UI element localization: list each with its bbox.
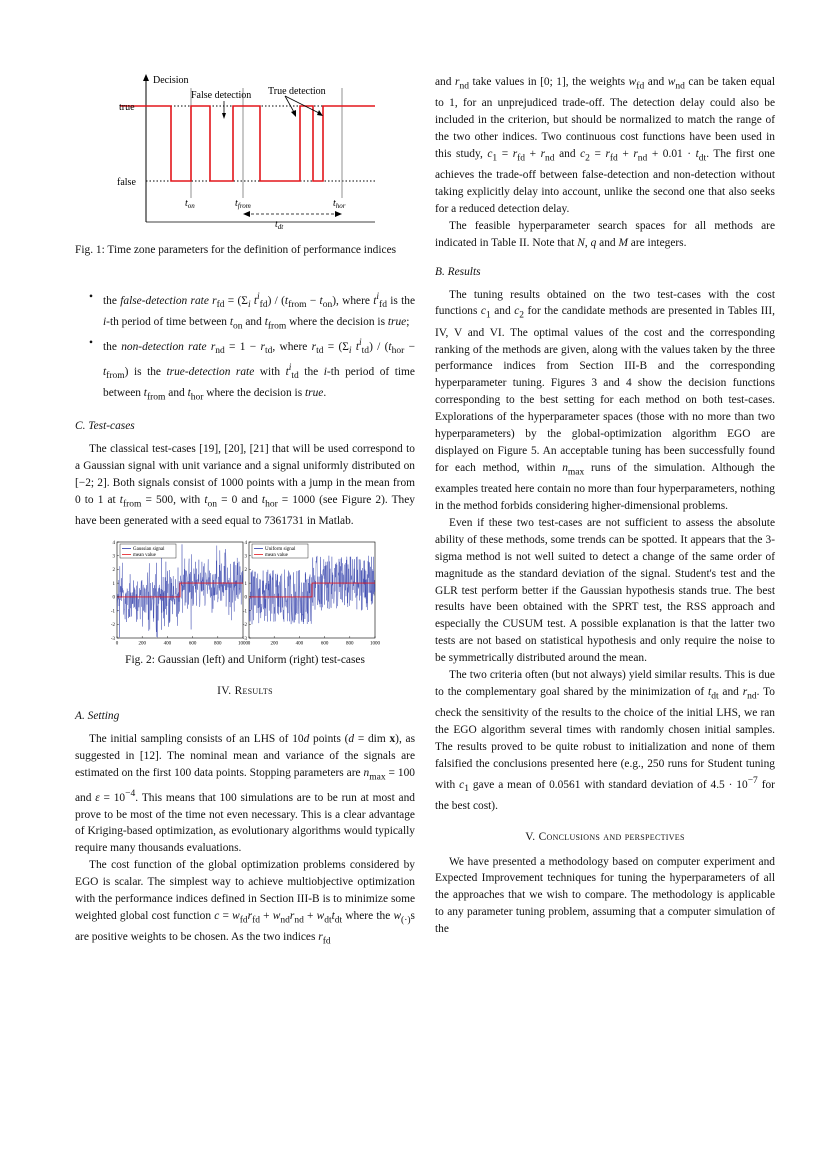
x-tick-label: 600 <box>188 641 197 647</box>
y-tick-label: 0 <box>112 595 115 601</box>
x-tick-label: 200 <box>138 641 146 647</box>
figure-2-test-cases-plots <box>75 538 415 646</box>
results-paragraph-3: The two criteria often (but not always) yield similar results. This is due to the complementary goal shared by the minimization of $t_{dt}$ and $r_{nd}$. To check the sensitivity of the results to the choice of the initial LHS, we ran the EGO algorithm several times with randomly chosen initial samples. The results proved to be quite robust to initialization and none of them falsified the conclusions presented here (e.g., 250 runs for Student tuning with $c_1$ gave a mean of 0.0561 with standard deviation of $4.5 \cdot 10^{-7}$ for the best cost). <box>435 669 775 812</box>
x-tick-label: 0 <box>247 641 251 647</box>
true-detection-label: True detection <box>268 86 326 97</box>
svg-text:tdt: $t_{dt}$ <box>275 219 284 231</box>
list-item: • the false-detection rate $r_{fd} = (\Sigma_i$ $t^i_{fd}) / (t_{from} - t_{on})$, where $t^i_{fd}$ is the i-th period of time between $t_{on}$ and $t_{from}$ where the decision is true; <box>75 289 415 335</box>
y-tick-label: 0 <box>244 595 247 601</box>
plot-legend <box>252 544 308 558</box>
legend-entry: Uniform signal <box>265 547 296 553</box>
y-tick-label: 1 <box>244 581 247 587</box>
y-tick-label: 2 <box>112 568 115 574</box>
legend-entry: Gaussian signal <box>133 547 165 553</box>
results-paragraph-1: The tuning results obtained on the two test-cases with the cost functions $c_1$ and $c_2$ for the candidate methods are presented in Tables III, IV, V and VI. The optimal values of the cost and the corresponding ranking of the methods are given, along with the values taken by the three performance indices from Section III-B and the corresponding hyperparameter tuning. Figures 3 and 4 show the decision functions corresponding to the best setting for each method on both test-cases. Explorations of the hyperparameter spaces (those with no more than two hyperparameters) by the global-optimization algorithm EGO are displayed on Figure 5. An acceptable tuning has been successfully found for each method, within $n_{max}$ runs of the simulation. Although the examples treated here contain no more than four hyperparameters, nothing in the method forbids considering higher-dimensional problems. <box>435 288 775 512</box>
true-level-label: true <box>119 102 135 113</box>
y-tick-label: -1 <box>242 609 247 615</box>
y-tick-label: -2 <box>242 623 247 629</box>
svg-text:tfrom: $t_{from}$ <box>235 198 251 210</box>
y-tick-label: 3 <box>244 554 247 560</box>
y-tick-label: 4 <box>112 540 115 546</box>
setting-paragraph-1: The initial sampling consists of an LHS of 10d points (d = dim x), as suggested in [12]. The nominal mean and variance of the signals are estimated on the first 100 data points. Stopping parameters are $n_{max} = 100$ and $\varepsilon = 10^{-4}$. This means that 100 simulations are to be run at most and prove to be most of the time not even necessary. This is a clear advantage of Kriging-based optimization, as evolutionary algorithms would typically require many thousands evaluations. <box>75 732 416 855</box>
results-paragraph-2: Even if these two test-cases are not sufficient to assess the absolute ability of these methods, some trends can be spotted. It appears that the 3-sigma method is not well suited to detect a change of the same order of magnitude as the standard deviation of the signal. Student's test and the GLR test perform better if the Gaussian hypothesis stands true. The best results have been obtained with the SPRT test, the RSS approach and especially the CUSUM test. A possible explanation is that the latter two tests are not based on statistical hypothesis and only require the noise to be symmetrically distributed around the mean. <box>435 516 775 665</box>
x-tick-label: 200 <box>270 641 278 647</box>
y-tick-label: -3 <box>110 636 115 642</box>
x-tick-label: 1000 <box>370 641 380 647</box>
x-tick-label: 600 <box>320 641 329 647</box>
x-tick-label: 0 <box>115 641 119 647</box>
x-tick-label: 800 <box>214 641 222 647</box>
search-space-paragraph: The feasible hyperparameter search spaces for all methods are indicated in Table II. Note that N, q and M are integers. <box>435 219 775 249</box>
list-item: • the non-detection rate $r_{nd} = 1 - r_{td}$, where $r_{td} = (\Sigma_i$ $t^i_{td}) / (t_{hor} - t_{from})$ is the true-detection rate with $t^i_{td}$ the i-th period of time between $t_{from}$ and $t_{hor}$ where the decision is true. <box>75 335 415 406</box>
svg-text:ton: $t_{on}$ <box>185 198 195 210</box>
false-level-label: false <box>117 177 136 188</box>
x-tick-label: 1000 <box>238 641 248 647</box>
figure-1-time-zone-diagram <box>75 74 415 234</box>
section-a-heading: A. Setting <box>75 709 120 722</box>
setting-paragraph-2: The cost function of the global optimization problems considered by EGO is scalar. The simplest way to achieve multiobjective optimization with the performance indices defined in Section III-B is to minimize some weighted global cost function $c = w_{fd}r_{fd} + w_{nd}r_{nd} + w_{dt}t_{dt}$ where the $w_{(\cdot)}s$ are positive weights to be chosen. As the two indices $r_{fd}$ <box>75 859 415 947</box>
y-tick-label: -1 <box>110 609 115 615</box>
uniform-signal-plot <box>243 541 381 646</box>
right-column <box>435 74 775 938</box>
section-b-heading: B. Results <box>435 265 481 278</box>
x-tick-label: 800 <box>346 641 354 647</box>
section-c-heading: C. Test-cases <box>75 420 135 433</box>
figure-1-caption: Fig. 1: Time zone parameters for the definition of performance indices <box>75 244 397 256</box>
x-tick-label: 400 <box>163 641 172 647</box>
y-tick-label: -3 <box>242 636 247 642</box>
y-tick-label: 2 <box>244 568 247 574</box>
decision-axis-label: Decision <box>153 75 189 86</box>
conclusion-paragraph: We have presented a methodology based on computer experiment and Expected Improvement techniques for tuning the hyperparameters of all the approaches that we wish to compare. The methodology is applicable to any parameter tuning problem, assuming that a computer simulation of the <box>435 855 775 936</box>
section-c-paragraph: The classical test-cases [19], [20], [21] that will be used correspond to a Gaussian signal with unit variance and a signal uniformly distributed on [−2; 2]. Both signals consist of 1000 points with a jump in the mean from 0 to 1 at $t_{from} = 500$, with $t_{on} = 0$ and $t_{hor} = 1000$ (see Figure 2). They have been generated with a seed equal to 7361731 in Matlab. <box>75 443 416 528</box>
cost-paragraph: and $r_{nd}$ take values in [0; 1], the weights $w_{fd}$ and $w_{nd}$ can be taken equal to 1, for an unprejudiced trade-off. The detection delay could also be included in the criterion, but should be normalized to match the range of the two other indices. Two continuous cost functions have been used in this study, $c_1 = r_{fd} + r_{nd}$ and $c_2 = r_{fd} + r_{nd} + 0.01 \cdot t_{dt}$. The first one achieves the trade-off between false-detection and non-detection without taking explicitly delay into account, unlike the second one that also seeks for a reduced detection delay. <box>435 76 775 215</box>
legend-entry: mean value <box>133 553 156 559</box>
gaussian-signal-plot <box>111 541 249 646</box>
plot-legend <box>120 544 176 558</box>
y-tick-label: 3 <box>112 554 115 560</box>
section-v-heading: V. Conclusions and perspectives <box>525 830 685 843</box>
svg-text:thor: $t_{hor}$ <box>333 198 346 210</box>
figure-2-caption: Fig. 2: Gaussian (left) and Uniform (right) test-cases <box>125 654 365 667</box>
false-detection-label: False detection <box>191 90 252 101</box>
performance-indices-list <box>75 289 415 406</box>
x-tick-label: 400 <box>295 641 304 647</box>
y-tick-label: -2 <box>110 623 115 629</box>
section-iv-heading: IV. Results <box>217 685 273 698</box>
y-tick-label: 4 <box>244 540 247 546</box>
legend-entry: mean value <box>265 553 288 559</box>
left-column <box>75 74 415 950</box>
y-tick-label: 1 <box>112 581 115 587</box>
